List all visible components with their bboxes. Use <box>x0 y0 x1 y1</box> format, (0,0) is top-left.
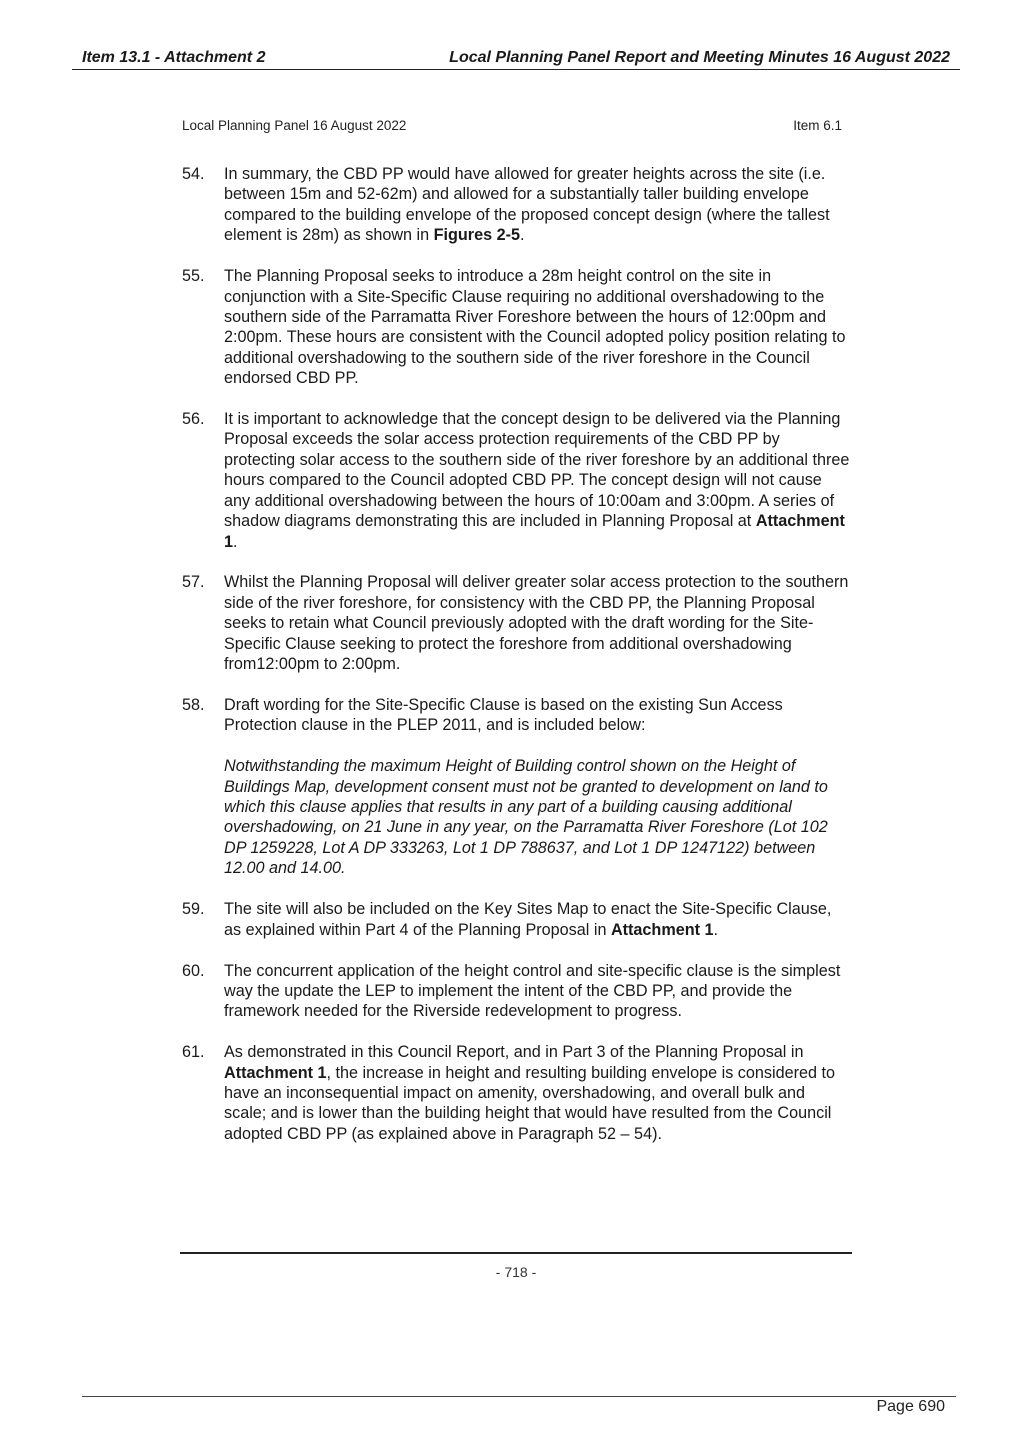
paragraph-text-end: , the increase in height and resulting building envelope is considered to have an inconsequential impact on amenity, overshadowing, and overall bulk and scale; and is lower than the building height that would have resulted from the Council adopted CBD PP (as explained above in Paragraph 52 – 54). <box>224 1063 835 1143</box>
paragraph-59 <box>182 899 850 940</box>
outer-footer-divider <box>82 1396 956 1397</box>
footer-divider <box>180 1252 852 1254</box>
paragraph-text: It is important to acknowledge that the concept design to be delivered via the Planning Proposal exceeds the solar access protection requirements of the CBD PP by protecting solar access to the southern side of the river foreshore by an additional three hours compared to the Council adopted CBD PP. The concept design will not cause any additional overshadowing between the hours of 10:00am and 3:00pm. A series of shadow diagrams demonstrating this are included in Planning Proposal at <box>224 410 850 531</box>
attachment-reference: Attachment 1 <box>224 1063 327 1082</box>
attachment-label: Item 13.1 - Attachment 2 <box>82 49 266 66</box>
inner-page-number: - 718 - <box>495 1264 537 1280</box>
paragraph-60 <box>182 961 850 1022</box>
paragraph-number: 58. <box>182 695 205 714</box>
paragraph-text: In summary, the CBD PP would have allowed for greater heights across the site (i.e. between 15m and 52-62m) and allowed for a substantially taller building envelope compared to the building envelope of the proposed concept design (where the tallest element is 28m) as shown in <box>224 165 830 245</box>
paragraph-number: 61. <box>182 1043 205 1062</box>
paragraph-text: The concurrent application of the height control and site-specific clause is the simplest way the update the LEP to implement the intent of the CBD PP, and provide the framework needed for the Riverside redevelopment to progress. <box>224 961 841 1021</box>
paragraph-55 <box>182 266 850 388</box>
paragraph-number: 55. <box>182 267 205 286</box>
attachment-reference: Attachment 1 <box>224 512 845 551</box>
report-body <box>182 164 850 1165</box>
attachment-reference: Attachment 1 <box>610 920 714 939</box>
paragraph-number: 54. <box>182 165 205 183</box>
paragraph-58 <box>182 695 850 736</box>
paragraph-text-end: . <box>713 920 718 939</box>
paragraph-number: 59. <box>182 900 205 919</box>
paragraph-number: 57. <box>182 573 205 592</box>
meeting-label: Local Planning Panel 16 August 2022 <box>182 118 407 133</box>
paragraph-text: The site will also be included on the Key Sites Map to enact the Site-Specific Clause, as explained within Part 4 of the Planning Proposal in <box>224 900 832 939</box>
paragraph-number: 56. <box>182 410 205 429</box>
paragraph-text-end: . <box>233 532 238 551</box>
outer-page-number: Page 690 <box>876 1398 945 1415</box>
paragraph-text: Whilst the Planning Proposal will deliver greater solar access protection to the southern side of the river foreshore, for consistency with the CBD PP, the Planning Proposal seeks to retain what Council previously adopted with the draft wording for the Site-Specific Clause seeking to protect the foreshore from additional overshadowing from12:00pm to 2:00pm. <box>224 573 849 674</box>
clause-quote: Notwithstanding the maximum Height of Building control shown on the Height of Buildings Map, development consent must not be granted to development on land to which this clause applies that results in any part of a building causing additional overshadowing, on 21 June in any year, on the Parramatta River Foreshore (Lot 102 DP 1259228, Lot A DP 333263, Lot 1 DP 788637, and Lot 1 DP 1247122) between 12.00 and 14.00. <box>224 757 828 878</box>
report-title: Local Planning Panel Report and Meeting Minutes 16 August 2022 <box>449 49 950 66</box>
paragraph-54 <box>182 164 850 246</box>
paragraph-56 <box>182 409 850 552</box>
paragraph-text: The Planning Proposal seeks to introduce a 28m height control on the site in conjunction with a Site-Specific Clause requiring no additional overshadowing to the southern side of the Parramatta River Foreshore between the hours of 12:00pm and 2:00pm. These hours are consistent with the Council adopted policy position relating to additional overshadowing to the southern side of the river foreshore in the Council endorsed CBD PP. <box>224 267 846 388</box>
paragraph-number: 60. <box>182 961 205 980</box>
paragraph-text: Draft wording for the Site-Specific Clause is based on the existing Sun Access Protection clause in the PLEP 2011, and is included below: <box>224 695 783 735</box>
inner-header <box>182 118 842 133</box>
paragraph-text: As demonstrated in this Council Report, and in Part 3 of the Planning Proposal in <box>224 1043 804 1062</box>
outer-header <box>72 47 960 70</box>
paragraph-57 <box>182 572 850 674</box>
paragraph-61 <box>182 1042 850 1144</box>
paragraph-text-end: . <box>520 226 525 245</box>
figure-reference: Figures 2-5 <box>433 226 521 245</box>
item-label: Item 6.1 <box>793 118 842 133</box>
